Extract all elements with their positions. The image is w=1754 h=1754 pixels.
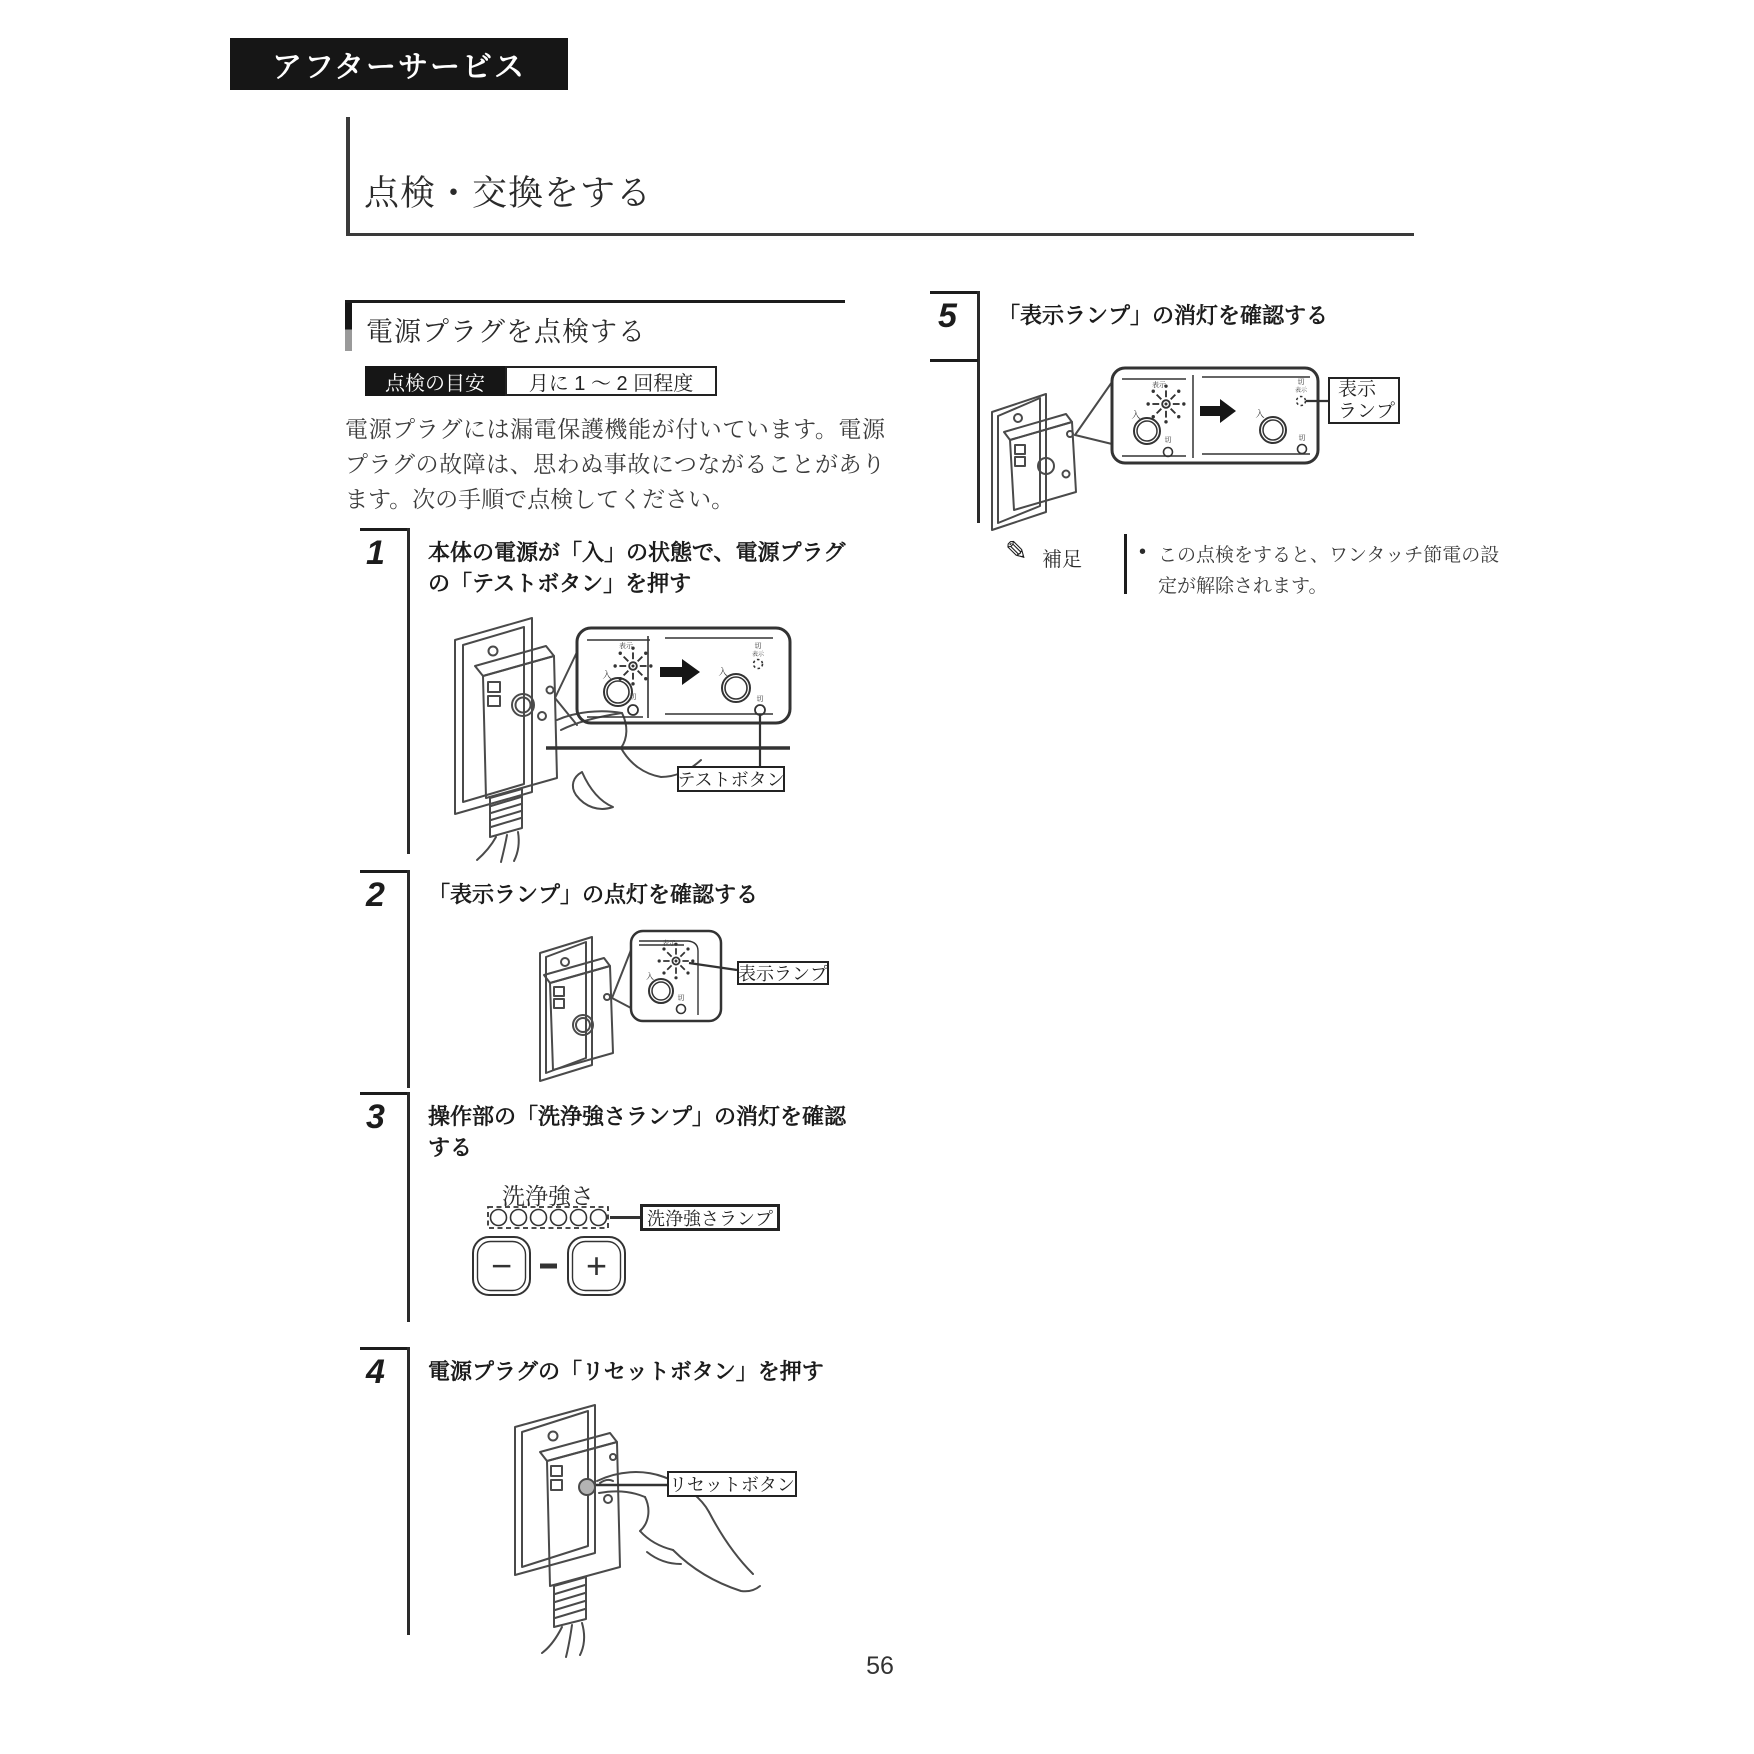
svg-text:入: 入 xyxy=(646,972,654,981)
pencil-icon: ✎ xyxy=(1005,536,1028,566)
test-button-callout: テストボタン xyxy=(677,766,785,792)
step5-bottomline xyxy=(930,359,978,362)
note-label: 補足 xyxy=(1042,549,1082,571)
intro-paragraph: 電源プラグには漏電保護機能が付いています。電源プラグの故障は、思わぬ事故につながることがあります。次の手順で点検してください。 xyxy=(345,416,885,512)
wash-strength-lamp-callout: 洗浄強さランプ xyxy=(640,1204,780,1231)
svg-text:入: 入 xyxy=(718,667,728,677)
svg-text:表示: 表示 xyxy=(751,652,765,658)
page-title: 点検・交換をする xyxy=(364,174,653,213)
svg-text:切: 切 xyxy=(1297,379,1305,386)
svg-text:入: 入 xyxy=(602,670,612,680)
plus-button-glyph: + xyxy=(585,1245,608,1286)
step1-number: 1 xyxy=(366,534,385,572)
step5-topline xyxy=(930,291,978,294)
wash-strength-title: 洗浄強さ xyxy=(502,1183,594,1209)
reset-button-callout: リセットボタン xyxy=(667,1471,797,1497)
title-rule xyxy=(346,233,1414,236)
note-text: この点検をすると、ワンタッチ節電の設定が解除されます。 xyxy=(1158,545,1500,597)
svg-text:切: 切 xyxy=(1298,435,1306,442)
arrow-right-icon xyxy=(660,659,700,685)
step4-illustration xyxy=(450,1395,870,1640)
arrow-right-icon xyxy=(1200,399,1236,423)
title-left-bar xyxy=(346,117,350,235)
step2-illustration xyxy=(440,925,860,1100)
step5-vline xyxy=(977,291,980,523)
svg-text:入: 入 xyxy=(1255,409,1265,419)
svg-text:切: 切 xyxy=(677,995,685,1002)
step5-number: 5 xyxy=(938,297,957,335)
step3-number: 3 xyxy=(366,1098,385,1136)
step1-illustration xyxy=(360,520,860,865)
display-lamp-callout: 表示ランプ xyxy=(737,961,829,985)
step4-instruction: 電源プラグの「リセットボタン」を押す xyxy=(428,1359,824,1384)
svg-text:切: 切 xyxy=(629,694,637,701)
svg-text:切: 切 xyxy=(1164,437,1172,444)
note-divider xyxy=(1124,534,1127,594)
step4-topline xyxy=(360,1347,408,1350)
display-lamp-callout-step5 xyxy=(1328,377,1400,424)
section-top-rule xyxy=(345,300,845,303)
step2-number: 2 xyxy=(366,876,385,914)
svg-text:表示: 表示 xyxy=(1294,388,1308,394)
step2-instruction: 「表示ランプ」の点灯を確認する xyxy=(428,882,759,907)
section-left-bar xyxy=(345,303,352,351)
note-bullet: • xyxy=(1139,541,1147,563)
page-number: 56 xyxy=(866,1652,894,1680)
svg-text:表示: 表示 xyxy=(662,940,676,947)
step4-vline xyxy=(407,1347,410,1635)
step5-instruction: 「表示ランプ」の消灯を確認する xyxy=(998,303,1329,328)
badge-inspection-guide: 点検の目安 xyxy=(365,366,505,396)
step2-topline xyxy=(360,870,408,873)
step1-instruction: 本体の電源が「入」の状態で、電源プラグの「テストボタン」を押す xyxy=(428,540,846,596)
svg-text:切: 切 xyxy=(754,643,762,650)
section-heading: 電源プラグを点検する xyxy=(366,317,646,347)
step3-vline xyxy=(407,1092,410,1322)
minus-button-glyph: − xyxy=(490,1245,513,1286)
lamp-label: 表示 xyxy=(619,643,633,650)
badge-inspection-frequency: 月に 1 ～ 2 回程度 xyxy=(505,366,717,396)
step3-illustration xyxy=(440,1170,860,1330)
step2-vline xyxy=(407,870,410,1088)
display-lamp-callout-line1: 表示 xyxy=(1338,378,1377,400)
step3-instruction: 操作部の「洗浄強さランプ」の消灯を確認する xyxy=(428,1104,847,1160)
svg-text:切: 切 xyxy=(756,696,764,703)
svg-text:入: 入 xyxy=(1131,410,1141,420)
step4-number: 4 xyxy=(366,1353,385,1391)
svg-text:表示: 表示 xyxy=(1152,382,1166,389)
step3-topline xyxy=(360,1092,408,1095)
chapter-banner: アフターサービス xyxy=(230,38,568,90)
display-lamp-callout-line2: ランプ xyxy=(1338,400,1396,422)
